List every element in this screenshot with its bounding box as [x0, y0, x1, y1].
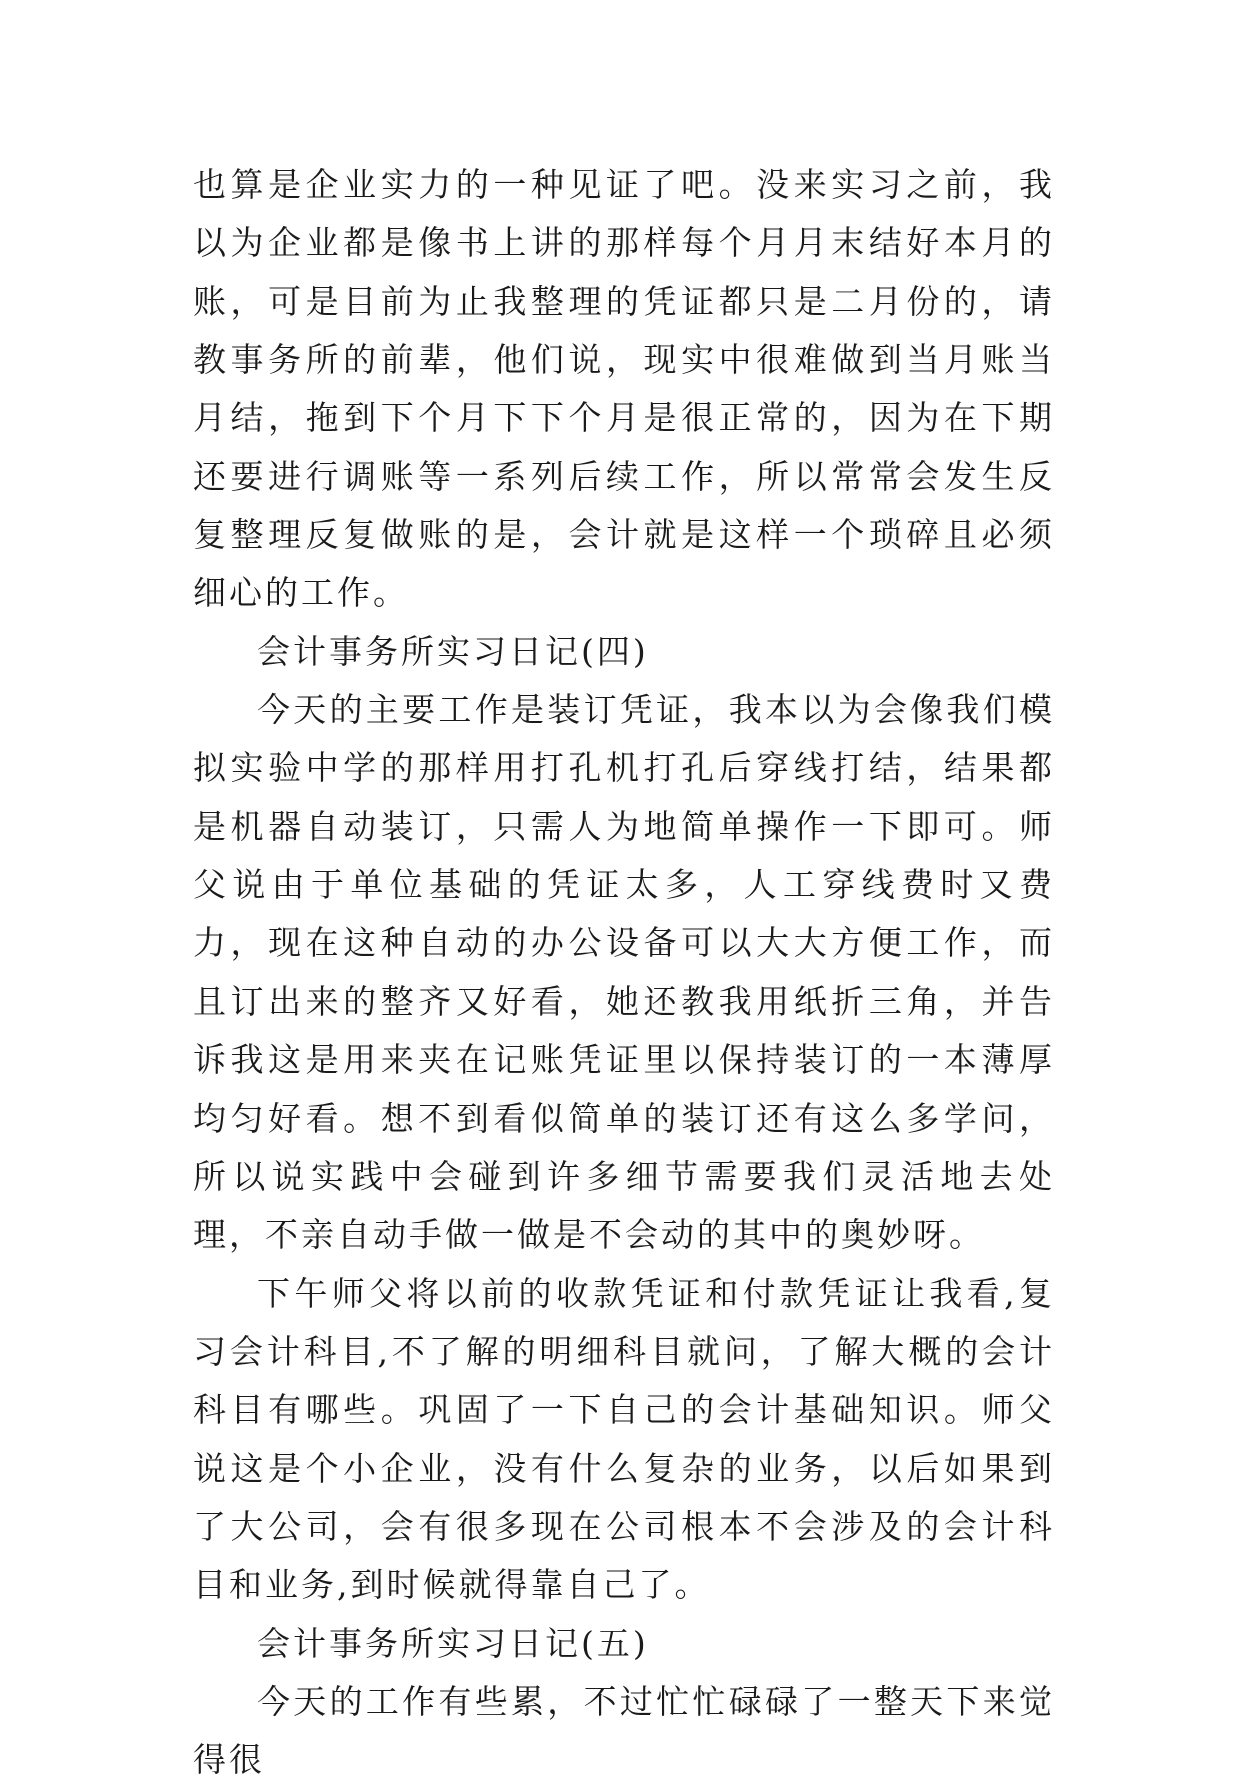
document-body	[193, 156, 1055, 1790]
section-heading-diary-4: 会计事务所实习日记(四)	[257, 631, 649, 671]
paragraph-continuation: 也算是企业实力的一种见证了吧。没来实习之前，我以为企业都是像书上讲的那样每个月月末结好本月的账，可是目前为止我整理的凭证都只是二月份的，请教事务所的前辈，他们说，现实中很难做到当月账当月结，拖到下个月下下个月是很正常的，因为在下期还要进行调账等一系列后续工作，所以常常会发生反复整理反复做账的是，会计就是这样一个琐碎且必须细心的工作。	[193, 165, 1055, 613]
paragraph-review-accounts: 下午师父将以前的收款凭证和付款凭证让我看,复习会计科目,不了解的明细科目就问，了解大概的会计科目有哪些。巩固了一下自己的会计基础知识。师父说这是个小企业，没有什么复杂的业务，以后如果到了大公司，会有很多现在公司根本不会涉及的会计科目和业务,到时候就得靠自己了。	[193, 1273, 1055, 1605]
section-heading-diary-5: 会计事务所实习日记(五)	[257, 1623, 649, 1663]
paragraph-binding-vouchers: 今天的主要工作是装订凭证，我本以为会像我们模拟实验中学的那样用打孔机打孔后穿线打结，结果都是机器自动装订，只需人为地简单操作一下即可。师父说由于单位基础的凭证太多，人工穿线费时又费力，现在这种自动的办公设备可以大大方便工作，而且订出来的整齐又好看，她还教我用纸折三角，并告诉我这是用来夹在记账凭证里以保持装订的一本薄厚均匀好看。想不到看似简单的装订还有这么多学问，所以说实践中会碰到许多细节需要我们灵活地去处理，不亲自动手做一做是不会动的其中的奥妙呀。	[193, 690, 1055, 1255]
paragraph-diary-5-start: 今天的工作有些累，不过忙忙碌碌了一整天下来觉得很	[193, 1681, 1055, 1780]
